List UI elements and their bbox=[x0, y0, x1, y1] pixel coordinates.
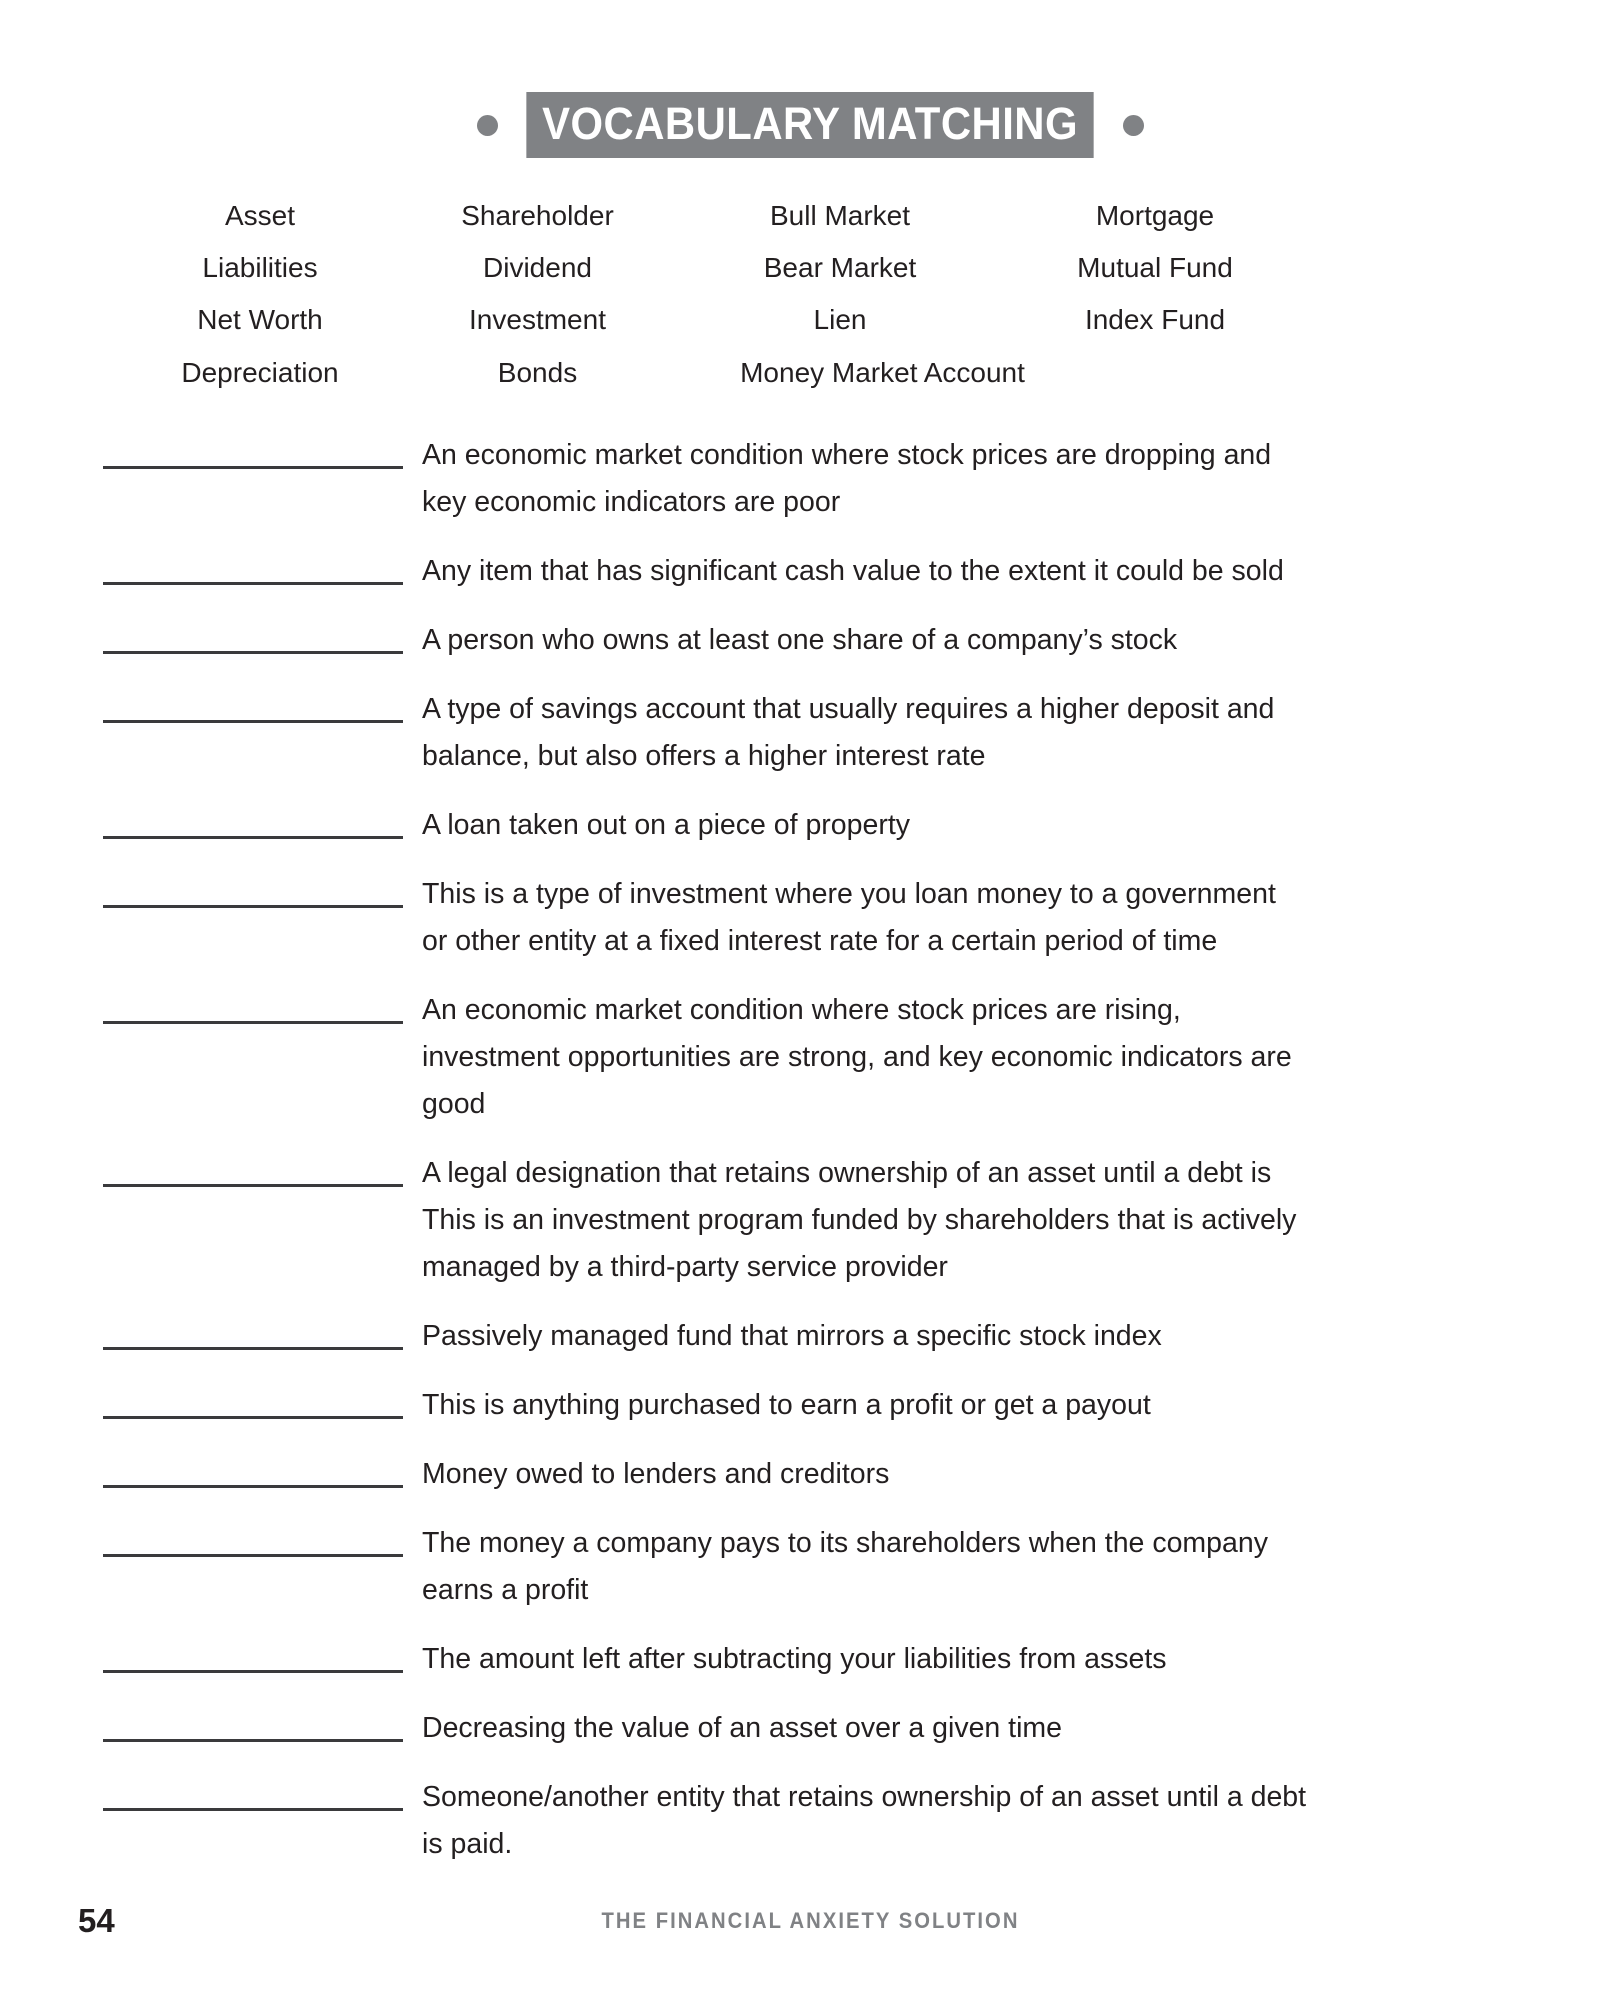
book-title: THE FINANCIAL ANXIETY SOLUTION bbox=[601, 1908, 1020, 1933]
definition-line: Any item that has significant cash value to the extent it could be sold bbox=[422, 555, 1284, 587]
word-bank-term: Bonds bbox=[497, 356, 578, 388]
answer-blank-input[interactable] bbox=[103, 1021, 403, 1024]
word-bank-term: Liabilities bbox=[202, 252, 318, 284]
definition-line: or other entity at a fixed interest rate for a certain period of time bbox=[422, 925, 1218, 957]
word-bank-row bbox=[120, 357, 1420, 389]
definition-line: This is anything purchased to earn a profit or get a payout bbox=[422, 1389, 1151, 1421]
word-bank-term bbox=[1090, 357, 1390, 389]
word-bank-row bbox=[120, 304, 1420, 336]
definition-text bbox=[422, 1636, 1523, 1683]
definition-text bbox=[422, 1150, 1523, 1291]
definition-line: This is a type of investment where you loan money to a government bbox=[422, 878, 1276, 910]
definition-text bbox=[422, 548, 1523, 595]
answer-blank-input[interactable] bbox=[103, 1670, 403, 1673]
answer-blank-input[interactable] bbox=[103, 1416, 403, 1419]
word-bank-term: Depreciation bbox=[181, 356, 339, 388]
word-bank-row bbox=[120, 200, 1420, 232]
definition-text bbox=[422, 1774, 1523, 1868]
definition-line: Someone/another entity that retains ownership of an asset until a debt bbox=[422, 1781, 1307, 1813]
definition-text bbox=[422, 1705, 1523, 1752]
definition-text bbox=[422, 686, 1523, 780]
definition-line: Money owed to lenders and creditors bbox=[422, 1458, 890, 1490]
answer-blank-input[interactable] bbox=[103, 651, 403, 654]
definition-line: managed by a third-party service provider bbox=[422, 1251, 948, 1283]
word-bank-term: Money Market Account bbox=[740, 356, 1025, 388]
definition-line: A loan taken out on a piece of property bbox=[422, 809, 911, 841]
definition-line: The amount left after subtracting your liabilities from assets bbox=[422, 1643, 1167, 1675]
definition-line: earns a profit bbox=[422, 1574, 589, 1606]
matching-item bbox=[103, 1520, 1523, 1614]
definition-text bbox=[422, 432, 1523, 526]
answer-blank-input[interactable] bbox=[103, 720, 403, 723]
matching-items-list bbox=[103, 432, 1523, 1890]
matching-item bbox=[103, 617, 1523, 664]
definition-text bbox=[422, 1451, 1523, 1498]
word-bank-term: Mortgage bbox=[1095, 200, 1215, 231]
matching-item bbox=[103, 1705, 1523, 1752]
matching-item bbox=[103, 686, 1523, 780]
definition-text bbox=[422, 1313, 1523, 1360]
matching-item bbox=[103, 987, 1523, 1128]
answer-blank-input[interactable] bbox=[103, 1808, 403, 1811]
matching-item bbox=[103, 548, 1523, 595]
word-bank bbox=[120, 200, 1420, 409]
word-bank-term: Dividend bbox=[483, 252, 592, 284]
answer-blank-input[interactable] bbox=[103, 836, 403, 839]
answer-blank-input[interactable] bbox=[103, 1739, 403, 1742]
matching-item bbox=[103, 1150, 1523, 1291]
answer-blank-input[interactable] bbox=[103, 1485, 403, 1488]
definition-line: key economic indicators are poor bbox=[422, 486, 841, 518]
bullet-dot-icon-left bbox=[477, 115, 498, 136]
page-title: VOCABULARY MATCHING bbox=[527, 92, 1094, 158]
definition-line: good bbox=[422, 1088, 486, 1120]
answer-blank-input[interactable] bbox=[103, 1184, 403, 1187]
definition-text bbox=[422, 802, 1523, 849]
definition-line: A person who owns at least one share of a company’s stock bbox=[422, 624, 1178, 656]
matching-item bbox=[103, 1451, 1523, 1498]
word-bank-term: Lien bbox=[813, 304, 867, 336]
matching-item bbox=[103, 871, 1523, 965]
word-bank-term: Shareholder bbox=[461, 200, 614, 231]
word-bank-term: Bear Market bbox=[763, 252, 917, 284]
definition-line: is paid. bbox=[422, 1828, 513, 1860]
word-bank-term: Investment bbox=[469, 304, 606, 336]
word-bank-row bbox=[120, 252, 1420, 284]
definition-line: This is an investment program funded by shareholders that is actively bbox=[422, 1204, 1297, 1236]
matching-item bbox=[103, 802, 1523, 849]
answer-blank-input[interactable] bbox=[103, 1554, 403, 1557]
definition-line: Decreasing the value of an asset over a given time bbox=[422, 1712, 1063, 1744]
answer-blank-input[interactable] bbox=[103, 582, 403, 585]
definition-line: balance, but also offers a higher interest rate bbox=[422, 740, 986, 772]
page-footer bbox=[0, 1902, 1621, 1942]
definition-text bbox=[422, 1382, 1523, 1429]
answer-blank-input[interactable] bbox=[103, 905, 403, 908]
matching-item bbox=[103, 432, 1523, 526]
definition-line: The money a company pays to its shareholders when the company bbox=[422, 1527, 1268, 1559]
answer-blank-input[interactable] bbox=[103, 1347, 403, 1350]
definition-text bbox=[422, 871, 1523, 965]
definition-line: An economic market condition where stock prices are dropping and bbox=[422, 439, 1272, 471]
matching-item bbox=[103, 1382, 1523, 1429]
definition-text bbox=[422, 1520, 1523, 1614]
bullet-dot-icon-right bbox=[1123, 115, 1144, 136]
definition-line: A type of savings account that usually requires a higher deposit and bbox=[422, 693, 1275, 725]
word-bank-term: Asset bbox=[224, 200, 296, 231]
definition-text bbox=[422, 617, 1523, 664]
definition-text bbox=[422, 987, 1523, 1128]
page-number: 54 bbox=[78, 1902, 115, 1939]
word-bank-term: Bull Market bbox=[769, 200, 911, 231]
word-bank-term: Net Worth bbox=[197, 304, 323, 336]
definition-line: An economic market condition where stock prices are rising, bbox=[422, 994, 1181, 1026]
matching-item bbox=[103, 1774, 1523, 1868]
word-bank-term: Mutual Fund bbox=[1077, 252, 1233, 284]
matching-item bbox=[103, 1313, 1523, 1360]
answer-blank-input[interactable] bbox=[103, 466, 403, 469]
matching-item bbox=[103, 1636, 1523, 1683]
definition-line: A legal designation that retains ownership of an asset until a debt is bbox=[422, 1157, 1272, 1189]
definition-line: Passively managed fund that mirrors a specific stock index bbox=[422, 1320, 1162, 1352]
definition-line: investment opportunities are strong, and key economic indicators are bbox=[422, 1041, 1292, 1073]
page-title-row bbox=[0, 92, 1621, 158]
word-bank-term: Index Fund bbox=[1084, 304, 1226, 336]
